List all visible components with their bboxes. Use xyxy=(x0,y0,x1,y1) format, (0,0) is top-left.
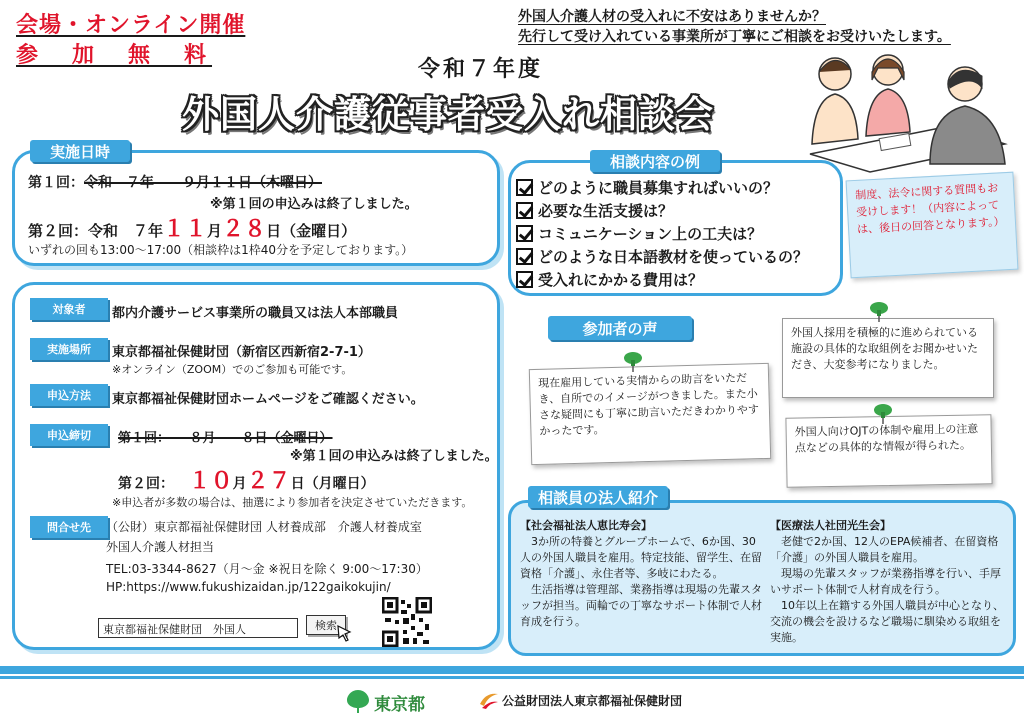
pushpin-icon xyxy=(622,350,644,372)
footer-stripe-thin xyxy=(0,676,1024,679)
voice-note-2: 外国人採用を積極的に進められている施設の具体的な取組例をお聞かせいただき、大変参考になりました。 xyxy=(782,318,994,398)
apply-value: 東京都福祉保健財団ホームページをご確認ください。 xyxy=(112,392,424,407)
advisor-org-1-name: 【社会福祉法人恵比寿会】 xyxy=(520,519,652,532)
schedule-round1-note: ※第１回の申込みは終了しました。 xyxy=(210,197,418,212)
advisor-org-1 xyxy=(520,518,766,630)
target-label: 対象者 xyxy=(30,298,108,320)
pushpin-icon xyxy=(872,402,894,424)
foundation-logo-text: 公益財団法人東京都福祉保健財団 xyxy=(502,694,683,708)
consult-item: どのような日本語教材を使っているの？ xyxy=(516,245,808,268)
deadline-round2 xyxy=(118,464,375,495)
checkbox-checked-icon xyxy=(516,202,533,219)
deadline-round2-d: 日（月曜日） xyxy=(290,476,375,492)
deadline-round2-day: ２７ xyxy=(246,469,291,494)
schedule-round1 xyxy=(28,172,322,192)
checkbox-checked-icon xyxy=(516,225,533,242)
venue-note: ※オンライン（ZOOM）でのご参加も可能です。 xyxy=(112,363,353,376)
tokyo-logo-icon xyxy=(345,688,371,714)
consult-tab: 相談内容の例 xyxy=(590,150,720,172)
checkbox-checked-icon xyxy=(516,271,533,288)
contact-hp[interactable] xyxy=(106,580,391,594)
schedule-time-note: いずれの回も13:00～17:00（相談枠は1枠40分を予定しております。） xyxy=(28,243,414,257)
advisors-tab: 相談員の法人紹介 xyxy=(528,486,668,508)
search-input[interactable]: 東京都福祉保健財団 外国人 xyxy=(98,618,298,638)
schedule-round1-struck: 令和 ７年 ９月１１日（木曜日） xyxy=(84,175,322,191)
consultation-illustration xyxy=(800,44,1010,174)
tagline-question: 外国人介護人材の受入れに不安はありませんか？ xyxy=(518,9,826,25)
deadline-round1-note: ※第１回の申込みは終了しました。 xyxy=(290,449,498,464)
consult-item: どのように職員募集すればいいの？ xyxy=(516,176,808,199)
page-title: 外国人介護従事者受入れ相談会 xyxy=(182,93,714,136)
lottery-note: ※申込者が多数の場合は、抽選により参加者を決定させていただきます。 xyxy=(112,496,473,509)
advisor-org-1-text: 3か所の特養とグループホームで、6か国、30人の外国人職員を雇用。特定技能、留学生、在留資格「介護」、永住者等、多岐にわたる。 生活指導は管理部、業務指導は現場の先輩スタッフが担当。両輪での丁寧なサポート体制で人材育成を行う。 xyxy=(520,535,762,628)
consult-item: 必要な生活支援は？ xyxy=(516,199,808,222)
footer-stripe xyxy=(0,666,1024,674)
side-note xyxy=(846,172,1019,279)
deadline-round2-prefix: 第２回： xyxy=(118,476,174,492)
voice-note-3: 外国人向けOJTの体制や雇用上の注意点などの具体的な情報が得られた。 xyxy=(785,414,992,488)
schedule-round1-label: 第１回： xyxy=(28,175,84,191)
pushpin-icon xyxy=(868,300,890,322)
schedule-round2-month: １１ xyxy=(163,217,208,242)
badge-free: 参 加 無 料 xyxy=(16,43,213,68)
contact-label: 問合せ先 xyxy=(30,516,108,538)
foundation-logo-icon xyxy=(478,690,500,710)
schedule-round2-prefix: 第２回：令和 ７年 xyxy=(28,222,164,240)
side-note-text: 制度、法令に関する質問もお受けします！（内容によっては、後日の回答となります。） xyxy=(855,181,1005,236)
consult-item: コミュニケーション上の工夫は？ xyxy=(516,222,808,245)
checkbox-checked-icon xyxy=(516,179,533,196)
voice-note-1: 現在雇用している実情からの助言をいただき、自所でのイメージがつきました。また小さな疑問にも丁寧に助言いただきわかりやすかったです。 xyxy=(529,363,771,465)
advisor-org-2-name: 【医療法人社団光生会】 xyxy=(770,519,891,532)
schedule-round2-m: 月 xyxy=(207,222,223,240)
deadline-label: 申込締切 xyxy=(30,424,108,446)
venue-label: 実施場所 xyxy=(30,338,108,360)
apply-label: 申込方法 xyxy=(30,384,108,406)
target-value: 都内介護サービス事業所の職員又は法人本部職員 xyxy=(112,306,399,321)
schedule-round2 xyxy=(28,212,356,243)
advisor-org-2-text: 老健で2か国、12人のEPA候補者、在留資格「介護」の外国人職員を雇用。 現場の先輩スタッフが業務指導を行い、手厚いサポート体制で人材育成を行う。 10年以上在籍する外国人職員が中心となり、交流の機会を設けるなど職場に馴染める取組を実施。 xyxy=(770,535,1004,644)
contact-tel: TEL:03-3344-8627（月～金 ※祝日を除く 9:00～17:30） xyxy=(106,562,428,576)
deadline-round2-month: １０ xyxy=(188,469,233,494)
badge-venue-online: 会場・オンライン開催 xyxy=(16,13,246,38)
checkbox-checked-icon xyxy=(516,248,533,265)
voices-tab: 参加者の声 xyxy=(548,316,692,340)
search-button[interactable]: 検索 xyxy=(306,615,346,635)
cursor-pointer-icon xyxy=(336,624,354,642)
contact-hp-link[interactable]: HP:https://www.fukushizaidan.jp/122gaikokujin/ xyxy=(106,580,391,594)
consult-list xyxy=(516,176,808,291)
tagline-consult: 先行して受け入れている事業所が丁寧にご相談をお受けいたします。 xyxy=(518,29,951,45)
schedule-round2-d: 日（金曜日） xyxy=(266,222,357,240)
qr-code-icon xyxy=(382,597,432,647)
consult-item: 受入れにかかる費用は？ xyxy=(516,268,808,291)
schedule-tab: 実施日時 xyxy=(30,140,130,162)
deadline-round2-m: 月 xyxy=(232,476,247,492)
tokyo-logo-text: 東京都 xyxy=(374,695,425,715)
deadline-round1: 第１回： ８月 ８日（金曜日） xyxy=(118,431,333,446)
venue-value: 東京都福祉保健財団（新宿区西新宿2-7-1） xyxy=(112,345,371,360)
schedule-round2-day: ２８ xyxy=(222,217,267,242)
fiscal-year: 令和７年度 xyxy=(418,57,544,82)
contact-dept: 外国人介護人材担当 xyxy=(106,540,215,554)
advisor-org-2 xyxy=(770,518,1010,646)
contact-org: （公財）東京都福祉保健財団 人材養成部 介護人材養成室 xyxy=(106,520,422,534)
